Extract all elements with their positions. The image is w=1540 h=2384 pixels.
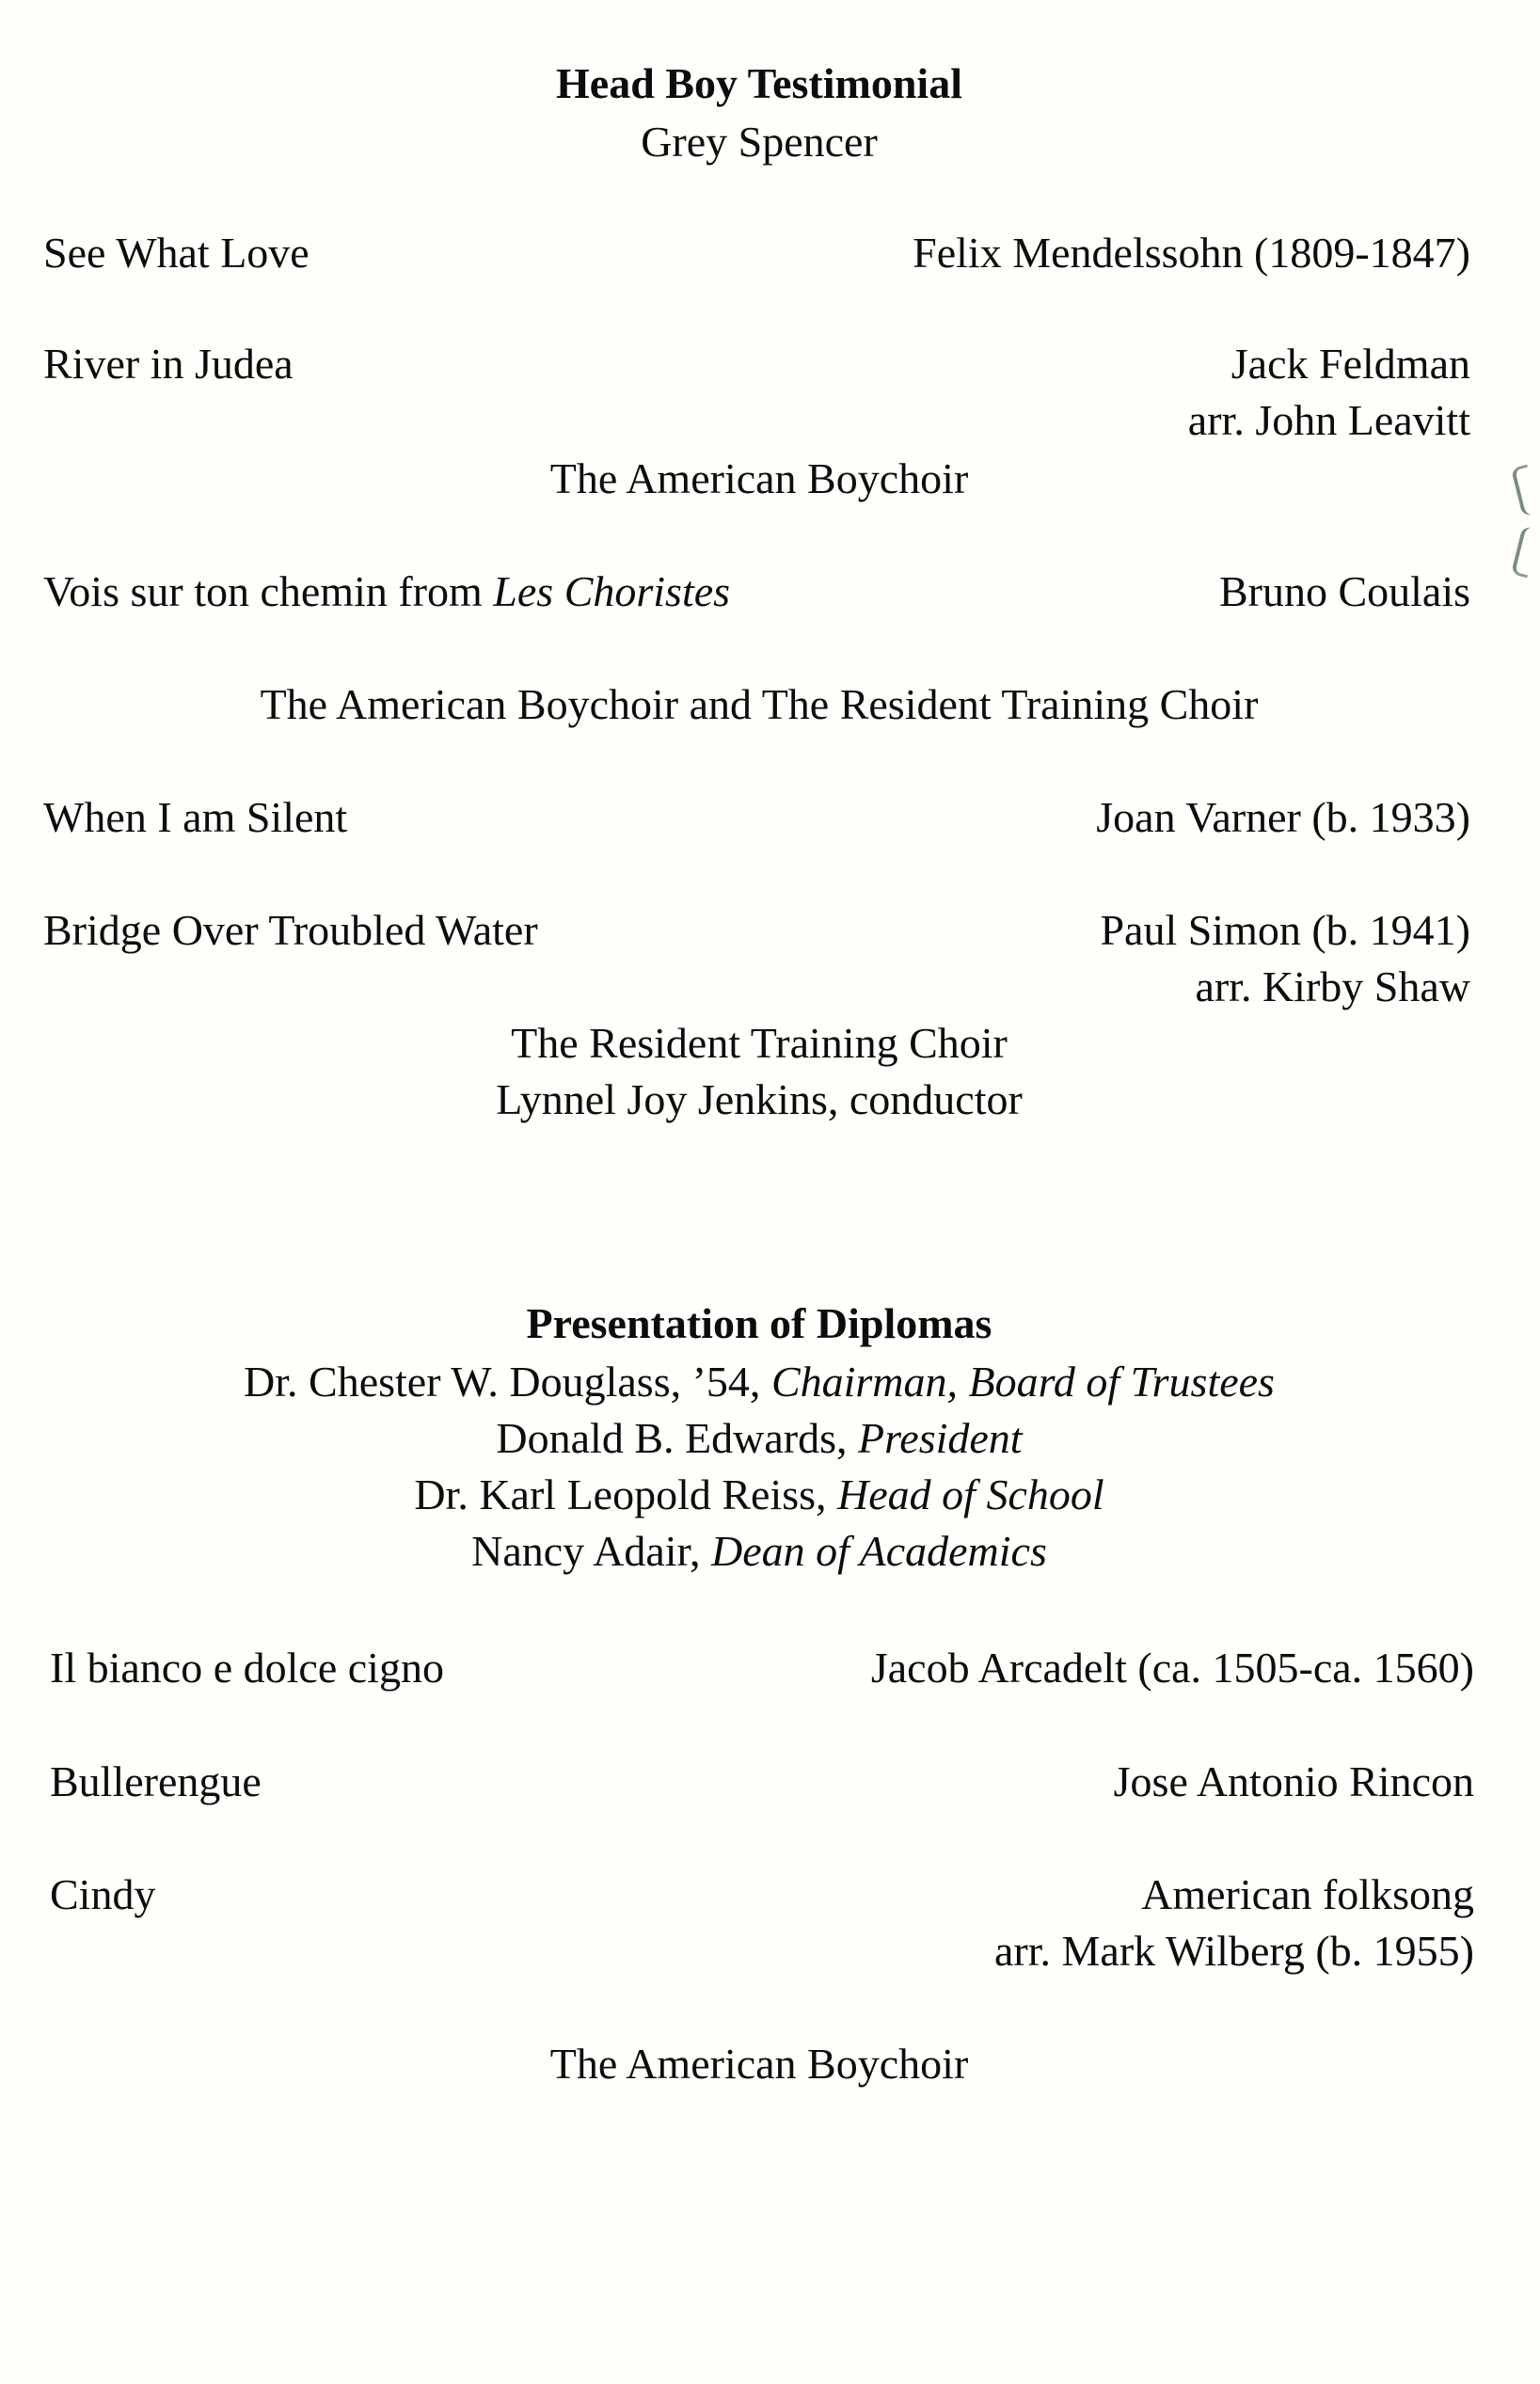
section-heading-diplomas: Presentation of Diplomas [526, 1299, 992, 1347]
section-heading-head-boy: Head Boy Testimonial [556, 59, 962, 107]
performer-credit: The American Boychoir [549, 454, 969, 502]
performer-credit: The Resident Training Choir [511, 1019, 1008, 1067]
presenter-role: Head of School [837, 1470, 1104, 1518]
presenter-role: Chairman, Board of Trustees [770, 1358, 1275, 1406]
conductor-credit: Lynnel Joy Jenkins, conductor [496, 1075, 1023, 1123]
performer-credit: The American Boychoir [549, 2040, 969, 2088]
presenter-name: Dr. Karl Leopold Reiss, [414, 1470, 838, 1518]
staple-mark [1511, 526, 1539, 579]
presenter-name: Donald B. Edwards, [496, 1414, 858, 1462]
piece-title: See What Love [43, 229, 310, 277]
piece-composer: Jacob Arcadelt (ca. 1505-ca. 1560) [870, 1644, 1474, 1692]
piece-arranger: arr. Kirby Shaw [1195, 962, 1470, 1010]
piece-title [43, 567, 731, 615]
piece-composer: Jose Antonio Rincon [1113, 1757, 1474, 1805]
piece-title-source: Les Choristes [493, 567, 731, 615]
presenter [0, 1527, 1518, 1575]
head-boy-speaker: Grey Spencer [641, 118, 878, 166]
piece-title-text: Vois sur ton chemin from [43, 567, 494, 615]
piece-title: River in Judea [43, 340, 294, 388]
performer-credit: The American Boychoir and The Resident Training Choir [260, 680, 1259, 728]
piece-composer: Joan Varner (b. 1933) [1096, 793, 1470, 841]
presenter [0, 1360, 1518, 1404]
piece-title: When I am Silent [43, 793, 348, 841]
presenter-name: Nancy Adair, [471, 1527, 712, 1575]
piece-title: Cindy [50, 1870, 156, 1918]
piece-title: Bullerengue [50, 1757, 262, 1805]
presenter-name: Dr. Chester W. Douglass, ’54, [244, 1358, 771, 1406]
presenter [0, 1414, 1518, 1462]
presenter-role: President [857, 1414, 1023, 1462]
presenter-role: Dean of Academics [711, 1527, 1047, 1575]
piece-composer: Bruno Coulais [1218, 567, 1470, 615]
presenter [0, 1470, 1518, 1518]
piece-composer: American folksong [1141, 1870, 1474, 1918]
piece-composer: Jack Feldman [1230, 340, 1470, 388]
piece-title: Bridge Over Troubled Water [43, 906, 538, 954]
piece-arranger: arr. Mark Wilberg (b. 1955) [994, 1927, 1474, 1975]
piece-arranger: arr. John Leavitt [1187, 396, 1470, 444]
piece-composer: Felix Mendelssohn (1809-1847) [913, 229, 1470, 277]
piece-title: Il bianco e dolce cigno [50, 1644, 444, 1692]
piece-composer: Paul Simon (b. 1941) [1100, 906, 1470, 954]
